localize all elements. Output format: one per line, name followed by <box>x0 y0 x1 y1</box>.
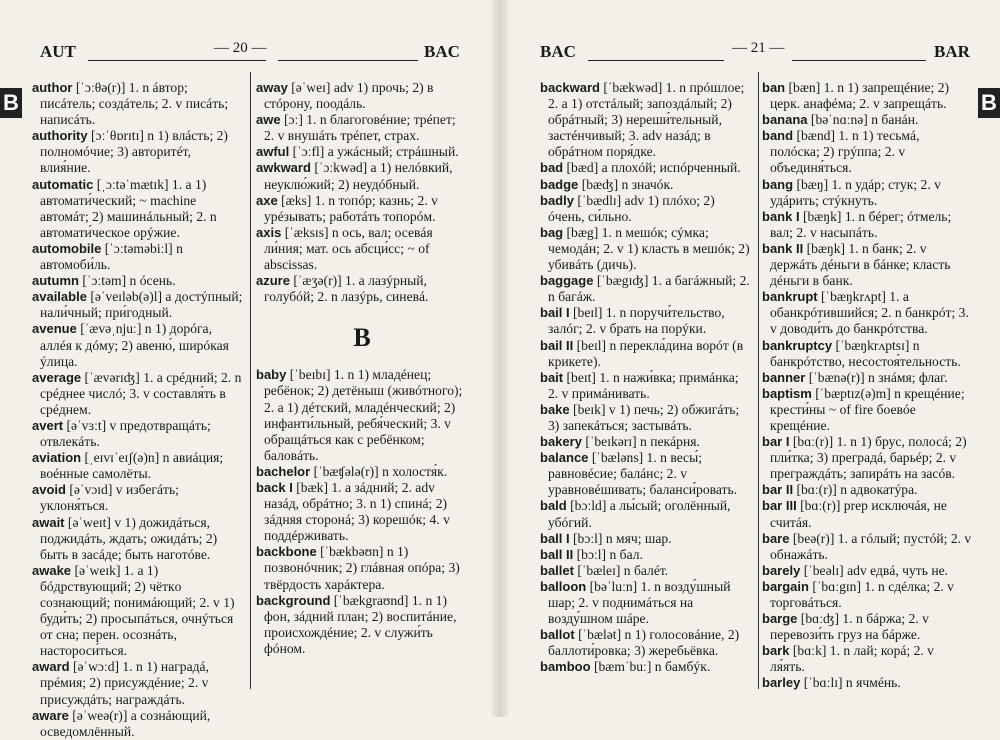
entry-definition: [bæk] 1. a зáдний; 2. adv назáд, обрáтно; 3. n 1) спинá; 2) зáдняя сторонá; 3) корешóк; 4. v поддéрживать. <box>264 479 450 544</box>
entry-definition: [ˈbeɪbɪ] 1. n 1) младéнец; ребёнок; 2) детёныш (живóтного); 2. a 1) дéтский, младéнческий; 2) инфанти́льный, ребя́ческий; 3. v обращáться как с ребёнком; баловáть. <box>264 367 463 463</box>
entry-definition: [bɔːld] a лы́сый; оголённый, убóгий. <box>548 498 731 530</box>
dictionary-entry <box>540 498 752 530</box>
entry-definition: [ˈævəˌnjuː] n 1) дорóга, аллéя к дóму; 2) авеню́, ширóкая ýлица. <box>40 321 229 369</box>
right-running-head-start: BAC <box>540 42 576 61</box>
entry-definition: [beɪt] 1. n нажи́вка; примáнка; 2. v примáнивать. <box>548 369 739 401</box>
left-running-head-start: AUT <box>40 42 76 61</box>
right-column-2 <box>762 80 972 692</box>
left-page <box>0 0 500 739</box>
left-column-2-b-entries <box>256 367 468 657</box>
entry-headword: ban <box>762 80 786 95</box>
left-page-number: — 20 — <box>214 40 267 56</box>
dictionary-entry <box>256 593 468 657</box>
entry-headword: ballot <box>540 627 575 643</box>
dictionary-entry <box>540 273 752 305</box>
entry-headword: bar II <box>762 482 794 498</box>
entry-headword: ballet <box>540 562 574 578</box>
entry-definition: [bæmˈbuː] n бамбýк. <box>590 659 711 675</box>
dictionary-entry <box>256 160 468 192</box>
entry-definition: [əˈweə(r)] a сознáющий, осведомлённый. <box>40 707 211 739</box>
dictionary-entry <box>32 482 244 514</box>
dictionary-entry <box>32 289 244 321</box>
entry-definition: [ˈæksɪs] n ось, вал; осевáя ли́ния; мат. ось абсци́сс; ~ of abscissas. <box>264 224 433 273</box>
entry-definition: [ˌɔːtəˈmætɪk] 1. a 1) автомати́ческий; ~ machine автомáт; 2) машинáльный; 2. n автомати́ческое орýжие. <box>40 176 217 240</box>
dictionary-entry <box>540 547 752 563</box>
dictionary-entry <box>762 241 972 289</box>
entry-definition: [ˈɔːθə(r)] 1. n áвтор; писáтель; создáтель; 2. v писáть; написáть. <box>40 80 229 128</box>
entry-definition: [bæn] 1. n 1) запрещéние; 2) церк. анафéма; 2. v запрещáть. <box>770 80 950 112</box>
entry-definition: [bɑː(r)] n адвокатýра. <box>793 482 918 498</box>
entry-definition: [bɑːʤ] 1. n бáржа; 2. v перевози́ть груз на бáрже. <box>770 611 929 643</box>
entry-definition: [ˈbægɪʤ] 1. a багáжный; 2. n багáж. <box>548 273 750 305</box>
dictionary-entry <box>762 289 972 337</box>
left-column-2 <box>256 80 468 657</box>
dictionary-entry <box>762 80 972 112</box>
entry-definition: [ˈbeɪkərɪ] n пекáрня. <box>581 434 700 450</box>
dictionary-entry <box>540 531 752 547</box>
entry-definition: [ˈbeəlɪ] adv едвá, чуть не. <box>800 562 949 578</box>
entry-definition: [bəˈnɑːnə] n банáн. <box>807 112 919 128</box>
entry-definition: [ˈbækbəʊn] n 1) позвонóчник; 2) глáвная опóра; 3) твёрдость харáктера. <box>264 544 460 592</box>
dictionary-entry <box>256 464 468 480</box>
entry-definition: [bæd] a плохóй; испóрченный. <box>563 160 741 176</box>
entry-headword: automobile <box>32 240 102 256</box>
dictionary-entry <box>32 241 244 273</box>
entry-definition: [ˈbækgraʊnd] 1. n 1) фон, зáдний план; 2) воспитáние, происхождéние; 2. v служи́ть фóном. <box>264 592 457 656</box>
entry-definition: [bæŋk] 1. n бéрег; óтмель; вал; 2. v насыпáть. <box>770 208 952 240</box>
left-head-rule-1 <box>88 60 266 61</box>
dictionary-entry <box>540 80 752 160</box>
entry-headword: bank II <box>762 240 804 256</box>
entry-definition: [bɔːl] n мяч; шар. <box>569 530 672 546</box>
entry-definition: [ˈɔːfl] a ужáсный; стрáшный. <box>289 144 459 160</box>
entry-headword: bad <box>540 160 564 176</box>
dictionary-entry <box>540 563 752 579</box>
dictionary-entry <box>762 531 972 563</box>
dictionary-entry <box>540 659 752 675</box>
entry-headword: bag <box>540 224 564 240</box>
dictionary-entry <box>540 177 752 193</box>
entry-definition: [ˈbæŋkrʌptsɪ] n банкрóтство, несостоя́тельность. <box>770 337 961 369</box>
entry-headword: ball II <box>540 546 574 562</box>
entry-headword: bar III <box>762 498 797 514</box>
dictionary-entry <box>540 450 752 498</box>
right-head-rule-1 <box>588 60 724 61</box>
dictionary-entry <box>32 515 244 563</box>
right-page-number: — 21 — <box>732 40 785 56</box>
entry-headword: bankrupt <box>762 289 818 305</box>
entry-headword: bachelor <box>256 463 311 479</box>
entry-headword: bang <box>762 176 794 192</box>
dictionary-entry <box>540 305 752 337</box>
entry-headword: banner <box>762 369 806 385</box>
dictionary-entry <box>32 128 244 176</box>
entry-definition: [ˌeɪvɪˈeɪʃ(ə)n] n авиáция; воéнные самолёты. <box>40 450 224 482</box>
entry-definition: [ˈbæŋkrʌpt] 1. a обанкрóтившийся; 2. n банкрóт; 3. v доводи́ть до банкрóтства. <box>770 289 969 337</box>
entry-headword: bark <box>762 643 790 659</box>
entry-definition: [bəˈluːn] 1. n возду́шный шар; 2. v поднимáться на возду́шном шáре. <box>548 578 731 627</box>
dictionary-entry <box>256 80 468 112</box>
entry-headword: baptism <box>762 385 812 401</box>
entry-definition: [ˈbæptɪz(ə)m] n крещéние; крести́ны ~ of fire боевóе крещéние. <box>770 385 965 433</box>
entry-headword: backbone <box>256 544 317 560</box>
dictionary-entry <box>256 273 468 305</box>
entry-headword: awake <box>32 562 72 578</box>
entry-definition: [ˈbækwəd] 1. n прóшлое; 2. a 1) отстáлый; запоздáлый; 2) обрáтный; 3) нереши́тельный, застéнчивый; 3. adv назáд; в обрáтном поря́дке. <box>548 80 745 160</box>
dictionary-entry <box>762 370 972 386</box>
dictionary-entry <box>256 193 468 225</box>
entry-headword: balloon <box>540 578 587 594</box>
dictionary-entry <box>762 611 972 643</box>
entry-definition: [beə(r)] 1. a гóлый; пустóй; 2. v обнажáть. <box>770 530 972 562</box>
right-column-1 <box>540 80 752 675</box>
entry-headword: authority <box>32 128 88 144</box>
entry-headword: awful <box>256 144 290 160</box>
dictionary-entry <box>540 225 752 273</box>
dictionary-entry <box>540 402 752 434</box>
left-column-divider <box>250 72 251 689</box>
entry-definition: [beɪk] v 1) печь; 2) обжигáть; 3) запекáться; застывáть. <box>548 401 740 433</box>
entry-definition: [əˈvɜːt] v предотвращáть; отвлекáть. <box>40 417 211 450</box>
dictionary-entry <box>32 177 244 241</box>
dictionary-entry <box>762 209 972 241</box>
entry-definition: [əˈwɔːd] 1. n 1) наградá, прéмия; 2) присуждéние; 2. v присуждáть; награждáть. <box>40 659 209 707</box>
entry-definition: [bɑːk] 1. n лай; корá; 2. v ля́ять. <box>770 643 934 675</box>
dictionary-entry <box>540 627 752 659</box>
entry-definition: [ˈbæʧələ(r)] n холостя́к. <box>310 463 448 479</box>
entry-headword: awkward <box>256 160 311 176</box>
dictionary-entry <box>256 544 468 592</box>
entry-definition: [bɑː(r)] prep исключáя, не считáя. <box>770 498 947 530</box>
entry-definition: [əˈveɪləb(ə)l] a достýпный; нали́чный; при́годный. <box>40 289 243 321</box>
entry-headword: automatic <box>32 176 94 192</box>
entry-definition: [ɔː] 1. n благоговéние; трéпет; 2. v внушáть трéпет, страх. <box>264 112 456 144</box>
dictionary-entry <box>762 482 972 498</box>
entry-headword: await <box>32 514 65 530</box>
entry-definition: [ˈbɑːgɪn] 1. n сдéлка; 2. v торговáться. <box>770 578 954 610</box>
entry-headword: bamboo <box>540 659 591 675</box>
dictionary-entry <box>540 160 752 176</box>
entry-definition: [əˈvɔɪd] v избегáть; уклоня́ться. <box>40 482 179 514</box>
dictionary-entry <box>762 128 972 176</box>
dictionary-entry <box>540 434 752 450</box>
entry-definition: [beɪl] 1. n поручи́тельство, залóг; 2. v брать на порýки. <box>548 305 725 337</box>
entry-definition: [ˈɔːtəməbiːl] n автомоби́ль. <box>40 240 183 273</box>
entry-definition: [bæŋk] 1. n банк; 2. v держáть дéньги в бáнке; класть дéньги в банк. <box>770 240 951 289</box>
entry-headword: axis <box>256 224 282 240</box>
dictionary-entry <box>256 112 468 144</box>
entry-definition: [bæg] 1. n мешóк; сýмка; чемодáн; 2. v 1) класть в мешóк; 2) убивáть (дичь). <box>548 224 750 273</box>
entry-definition: [ˈbɑːlɪ] n ячмéнь. <box>800 675 901 691</box>
entry-headword: baggage <box>540 273 594 289</box>
entry-headword: avenue <box>32 321 77 337</box>
entry-definition: [ˈbæleɪ] n балéт. <box>573 562 669 578</box>
entry-definition: [ˈbænə(r)] n знáмя; флаг. <box>805 369 948 385</box>
entry-headword: barley <box>762 675 801 691</box>
dictionary-entry <box>32 273 244 289</box>
entry-headword: bank I <box>762 208 800 224</box>
entry-headword: bail II <box>540 337 574 353</box>
entry-headword: average <box>32 369 82 385</box>
entry-definition: [ɔːˈθɒrɪtɪ] n 1) влáсть; 2) полномóчие; 3) авторитéт, влия́ние. <box>40 128 228 176</box>
entry-headword: banana <box>762 112 808 128</box>
entry-headword: avoid <box>32 482 66 498</box>
entry-headword: away <box>256 80 288 95</box>
left-column-2-a-entries <box>256 80 468 305</box>
entry-definition: [bæŋ] 1. n удáр; стук; 2. v удáрить; стýкнуть. <box>770 176 941 208</box>
entry-definition: [ˈbædlɪ] adv 1) плóхо; 2) óчень, си́льно. <box>548 192 715 224</box>
entry-headword: balance <box>540 450 589 466</box>
left-column-1 <box>32 80 244 740</box>
dictionary-entry <box>540 338 752 370</box>
entry-definition: [beɪl] n перекла́дина ворóт (в крикете). <box>548 337 744 369</box>
entry-headword: ball I <box>540 530 570 546</box>
right-running-head-end: BAR <box>934 42 970 61</box>
dictionary-entry <box>762 675 972 691</box>
dictionary-entry <box>256 367 468 464</box>
entry-definition: [ˈbæləns] 1. n весы́; равновéсие; балáнс; 2. v уравновéшивать; баланси́ровать. <box>548 450 738 498</box>
entry-headword: avert <box>32 417 64 433</box>
entry-definition: [əˈweɪk] 1. a 1) бóдрствующий; 2) чёткo сознающий; понимáющий; 2. v 1) буди́ть; 2) просыпáться, очнýться от сна; перен. осознáть, настороси́ться. <box>40 562 235 659</box>
entry-headword: award <box>32 659 70 675</box>
entry-headword: awe <box>256 112 281 128</box>
dictionary-entry <box>762 112 972 128</box>
dictionary-entry <box>32 450 244 482</box>
dictionary-entry <box>540 193 752 225</box>
dictionary-entry <box>32 321 244 369</box>
entry-headword: bankruptcy <box>762 337 833 353</box>
entry-headword: bail I <box>540 305 570 321</box>
entry-definition: [bɔːl] n бал. <box>573 546 643 562</box>
entry-headword: bare <box>762 530 790 546</box>
dictionary-entry <box>32 563 244 660</box>
dictionary-entry <box>256 480 468 544</box>
entry-definition: [ˈbælət] n 1) голосовáние, 2) баллоти́ровка; 3) жеребьёвка. <box>548 627 740 659</box>
dictionary-entry <box>540 370 752 402</box>
entry-headword: back I <box>256 479 293 495</box>
entry-headword: bakery <box>540 434 582 450</box>
dictionary-entry <box>762 643 972 675</box>
entry-definition: [bɑː(r)] 1. n 1) брус, полосá; 2) пли́тка; 3) преградá, барьéр; 2. v преграждáть; запирáть на засóв. <box>770 434 967 482</box>
left-letter-tab: B <box>0 88 22 118</box>
dictionary-entry <box>32 659 244 707</box>
entry-headword: badly <box>540 192 574 208</box>
dictionary-entry <box>762 338 972 370</box>
entry-headword: aware <box>32 707 69 723</box>
right-letter-tab: B <box>978 88 1000 118</box>
section-letter-b: B <box>353 323 371 353</box>
entry-headword: bald <box>540 498 567 514</box>
dictionary-entry <box>762 177 972 209</box>
entry-headword: bar I <box>762 434 790 450</box>
right-column-divider <box>758 72 759 689</box>
entry-headword: author <box>32 80 73 95</box>
dictionary-entry <box>256 144 468 160</box>
entry-definition: [ˈævərɪʤ] 1. a срéдний; 2. n срéднее числó; 3. v составля́ть в срéднем. <box>40 369 242 417</box>
entry-definition: [æks] 1. n топóр; казнь; 2. v урéзывать; работáть топорóм. <box>264 192 438 224</box>
entry-definition: [ˈɔːtəm] n óсень. <box>78 273 176 289</box>
dictionary-entry <box>762 498 972 530</box>
dictionary-entry <box>32 708 244 740</box>
entry-definition: [əˈweɪ] adv 1) прочь; 2) в стóрону, поодáль. <box>264 80 434 112</box>
entry-headword: band <box>762 128 794 144</box>
entry-headword: bait <box>540 369 564 385</box>
entry-headword: barge <box>762 611 798 627</box>
dictionary-entry <box>762 563 972 579</box>
left-head-rule-2 <box>278 60 418 61</box>
entry-headword: aviation <box>32 450 82 466</box>
entry-headword: bake <box>540 401 570 417</box>
dictionary-entry <box>32 370 244 418</box>
dictionary-entry <box>762 386 972 434</box>
entry-headword: badge <box>540 176 579 192</box>
dictionary-entry <box>540 579 752 627</box>
right-head-rule-2 <box>792 60 926 61</box>
right-page <box>500 0 1000 717</box>
dictionary-entry <box>762 579 972 611</box>
dictionary-entry <box>32 80 244 128</box>
entry-definition: [ˈæʒə(r)] 1. a лазýрный, голубóй; 2. n лазýрь, синевá. <box>264 273 429 305</box>
dictionary-entry <box>762 434 972 482</box>
entry-headword: autumn <box>32 273 79 289</box>
entry-definition: [ˈɔːkwəd] a 1) нелóвкий, неуклю́жий; 2) неудóбный. <box>264 160 453 192</box>
entry-headword: azure <box>256 273 290 289</box>
entry-headword: available <box>32 289 87 305</box>
entry-headword: bargain <box>762 578 809 594</box>
dictionary-entry <box>32 418 244 450</box>
entry-headword: backward <box>540 80 600 95</box>
entry-definition: [bæʤ] n значóк. <box>578 176 674 192</box>
entry-definition: [bænd] 1. n 1) тесьмá, полóска; 2) грýппа; 2. v объединя́ться. <box>770 128 920 176</box>
left-running-head-end: BAC <box>424 42 460 61</box>
entry-headword: background <box>256 592 331 608</box>
entry-headword: axe <box>256 192 278 208</box>
entry-headword: barely <box>762 562 801 578</box>
entry-headword: baby <box>256 367 287 383</box>
dictionary-entry <box>256 225 468 273</box>
entry-definition: [əˈweɪt] v 1) дожидáться, поджидáть, ждать; ожидáть; 2) быть в засáде; быть наготóве. <box>40 514 218 562</box>
